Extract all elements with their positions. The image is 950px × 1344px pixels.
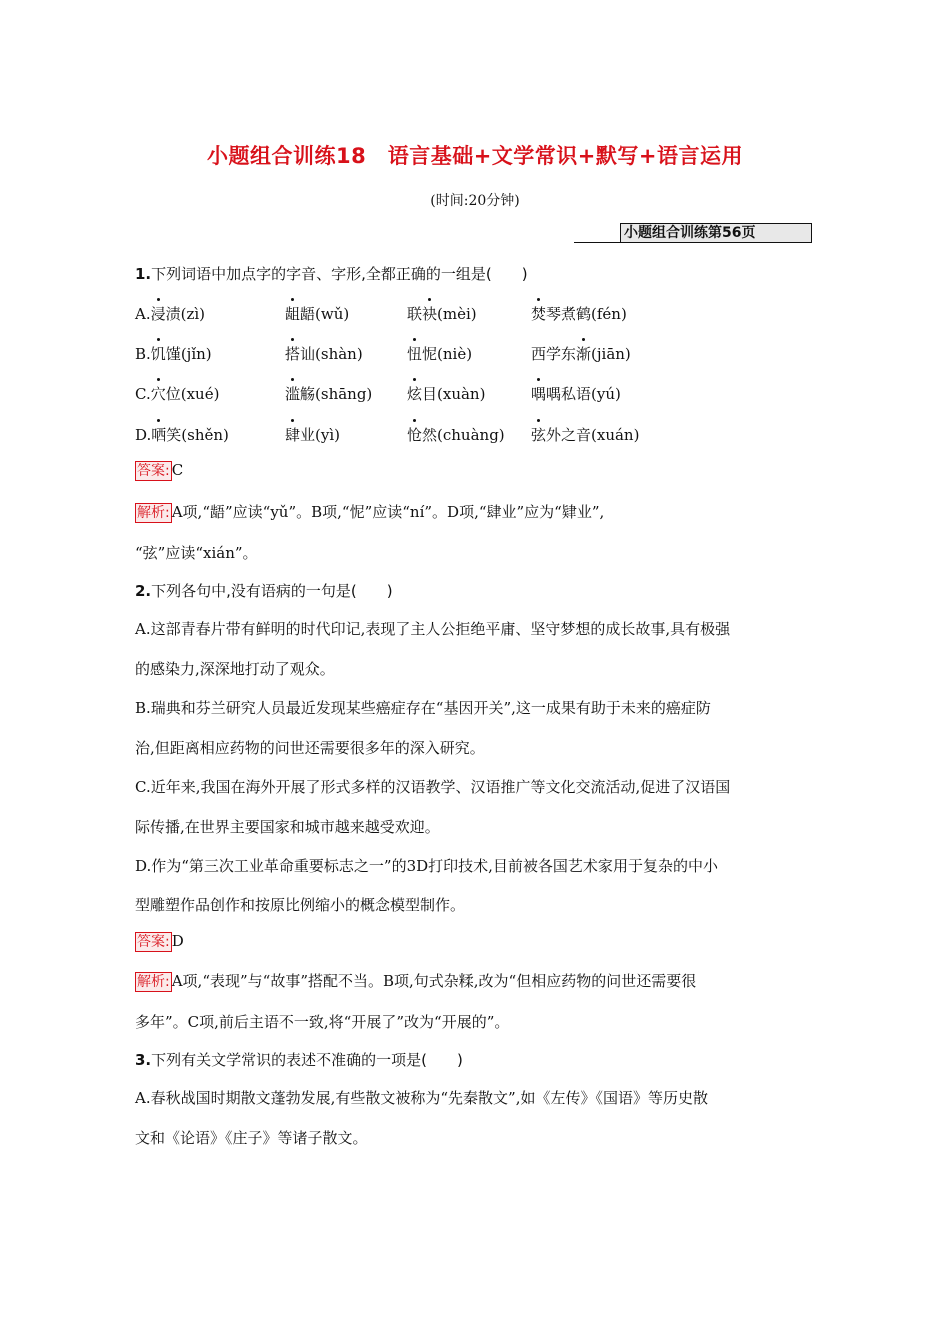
q1-option-d: D.哂笑(shěn) 肆业(yì) 怆然(chuàng) 弦外之音(xuán) (135, 426, 640, 444)
page-reference-tag: 小题组合训练第56页 (620, 223, 812, 243)
q2-line: C.近年来,我国在海外开展了形式多样的汉语教学、汉语推广等文化交流活动,促进了汉语国 (135, 778, 731, 796)
q2-line: 型雕塑作品创作和按原比例缩小的概念模型制作。 (135, 896, 466, 914)
q3-line: 文和《论语》《庄子》等诸子散文。 (135, 1129, 368, 1147)
q2-line: 际传播,在世界主要国家和城市越来越受欢迎。 (135, 818, 440, 836)
analysis-label: 解析: (137, 505, 170, 521)
question-3-stem: 3.下列有关文学常识的表述不准确的一项是( ) (135, 1051, 463, 1069)
page-title: 小题组合训练18 语言基础+文学常识+默写+语言运用 (206, 144, 743, 168)
q2-analysis-cont: 多年”。C项,前后主语不一致,将“开展了”改为“开展的”。 (135, 1013, 510, 1031)
q1-analysis: 解析: A项,“龉”应读“yǔ”。B项,“怩”应读“ní”。D项,“肆业”应为“肄业”, (137, 503, 605, 521)
question-1-stem: 1.下列词语中加点字的字音、字形,全都正确的一组是( ) (135, 265, 528, 283)
q1-option-c: C.穴位(xué) 滥觞(shāng) 炫目(xuàn) 喁喁私语(yú) (135, 385, 621, 403)
q2-answer: 答案: D (137, 932, 184, 950)
q2-line: 治,但距离相应药物的问世还需要很多年的深入研究。 (135, 739, 485, 757)
q2-line: 的感染力,深深地打动了观众。 (135, 660, 335, 678)
tag-underline (574, 242, 620, 243)
q1-option-b: B.饥馑(jǐn) 搭讪(shàn) 忸怩(niè) 西学东渐(jiān) (135, 345, 631, 363)
q2-line: D.作为“第三次工业革命重要标志之一”的3D打印技术,目前被各国艺术家用于复杂的中小 (135, 857, 718, 875)
q2-line: B.瑞典和芬兰研究人员最近发现某些癌症存在“基因开关”,这一成果有助于未来的癌症防 (135, 699, 711, 717)
answer-label: 答案: (137, 934, 170, 950)
q1-analysis-cont: “弦”应读“xián”。 (135, 544, 258, 562)
q3-line: A.春秋战国时期散文蓬勃发展,有些散文被称为“先秦散文”,如《左传》《国语》等历史散 (135, 1089, 708, 1107)
question-2-stem: 2.下列各句中,没有语病的一句是( ) (135, 582, 393, 600)
answer-label: 答案: (137, 463, 170, 479)
q1-answer: 答案: C (137, 461, 184, 479)
q1-option-a: A.浸渍(zì) 龃龉(wǔ) 联袂(mèi) 焚琴煮鹤(fén) (135, 305, 627, 323)
analysis-label: 解析: (137, 974, 170, 990)
q2-analysis: 解析: A项,“表现”与“故事”搭配不当。B项,句式杂糅,改为“但相应药物的问世还需要很 (137, 972, 697, 990)
q2-line: A.这部青春片带有鲜明的时代印记,表现了主人公拒绝平庸、坚守梦想的成长故事,具有极强 (135, 620, 731, 638)
time-limit: (时间:20分钟) (430, 193, 520, 209)
